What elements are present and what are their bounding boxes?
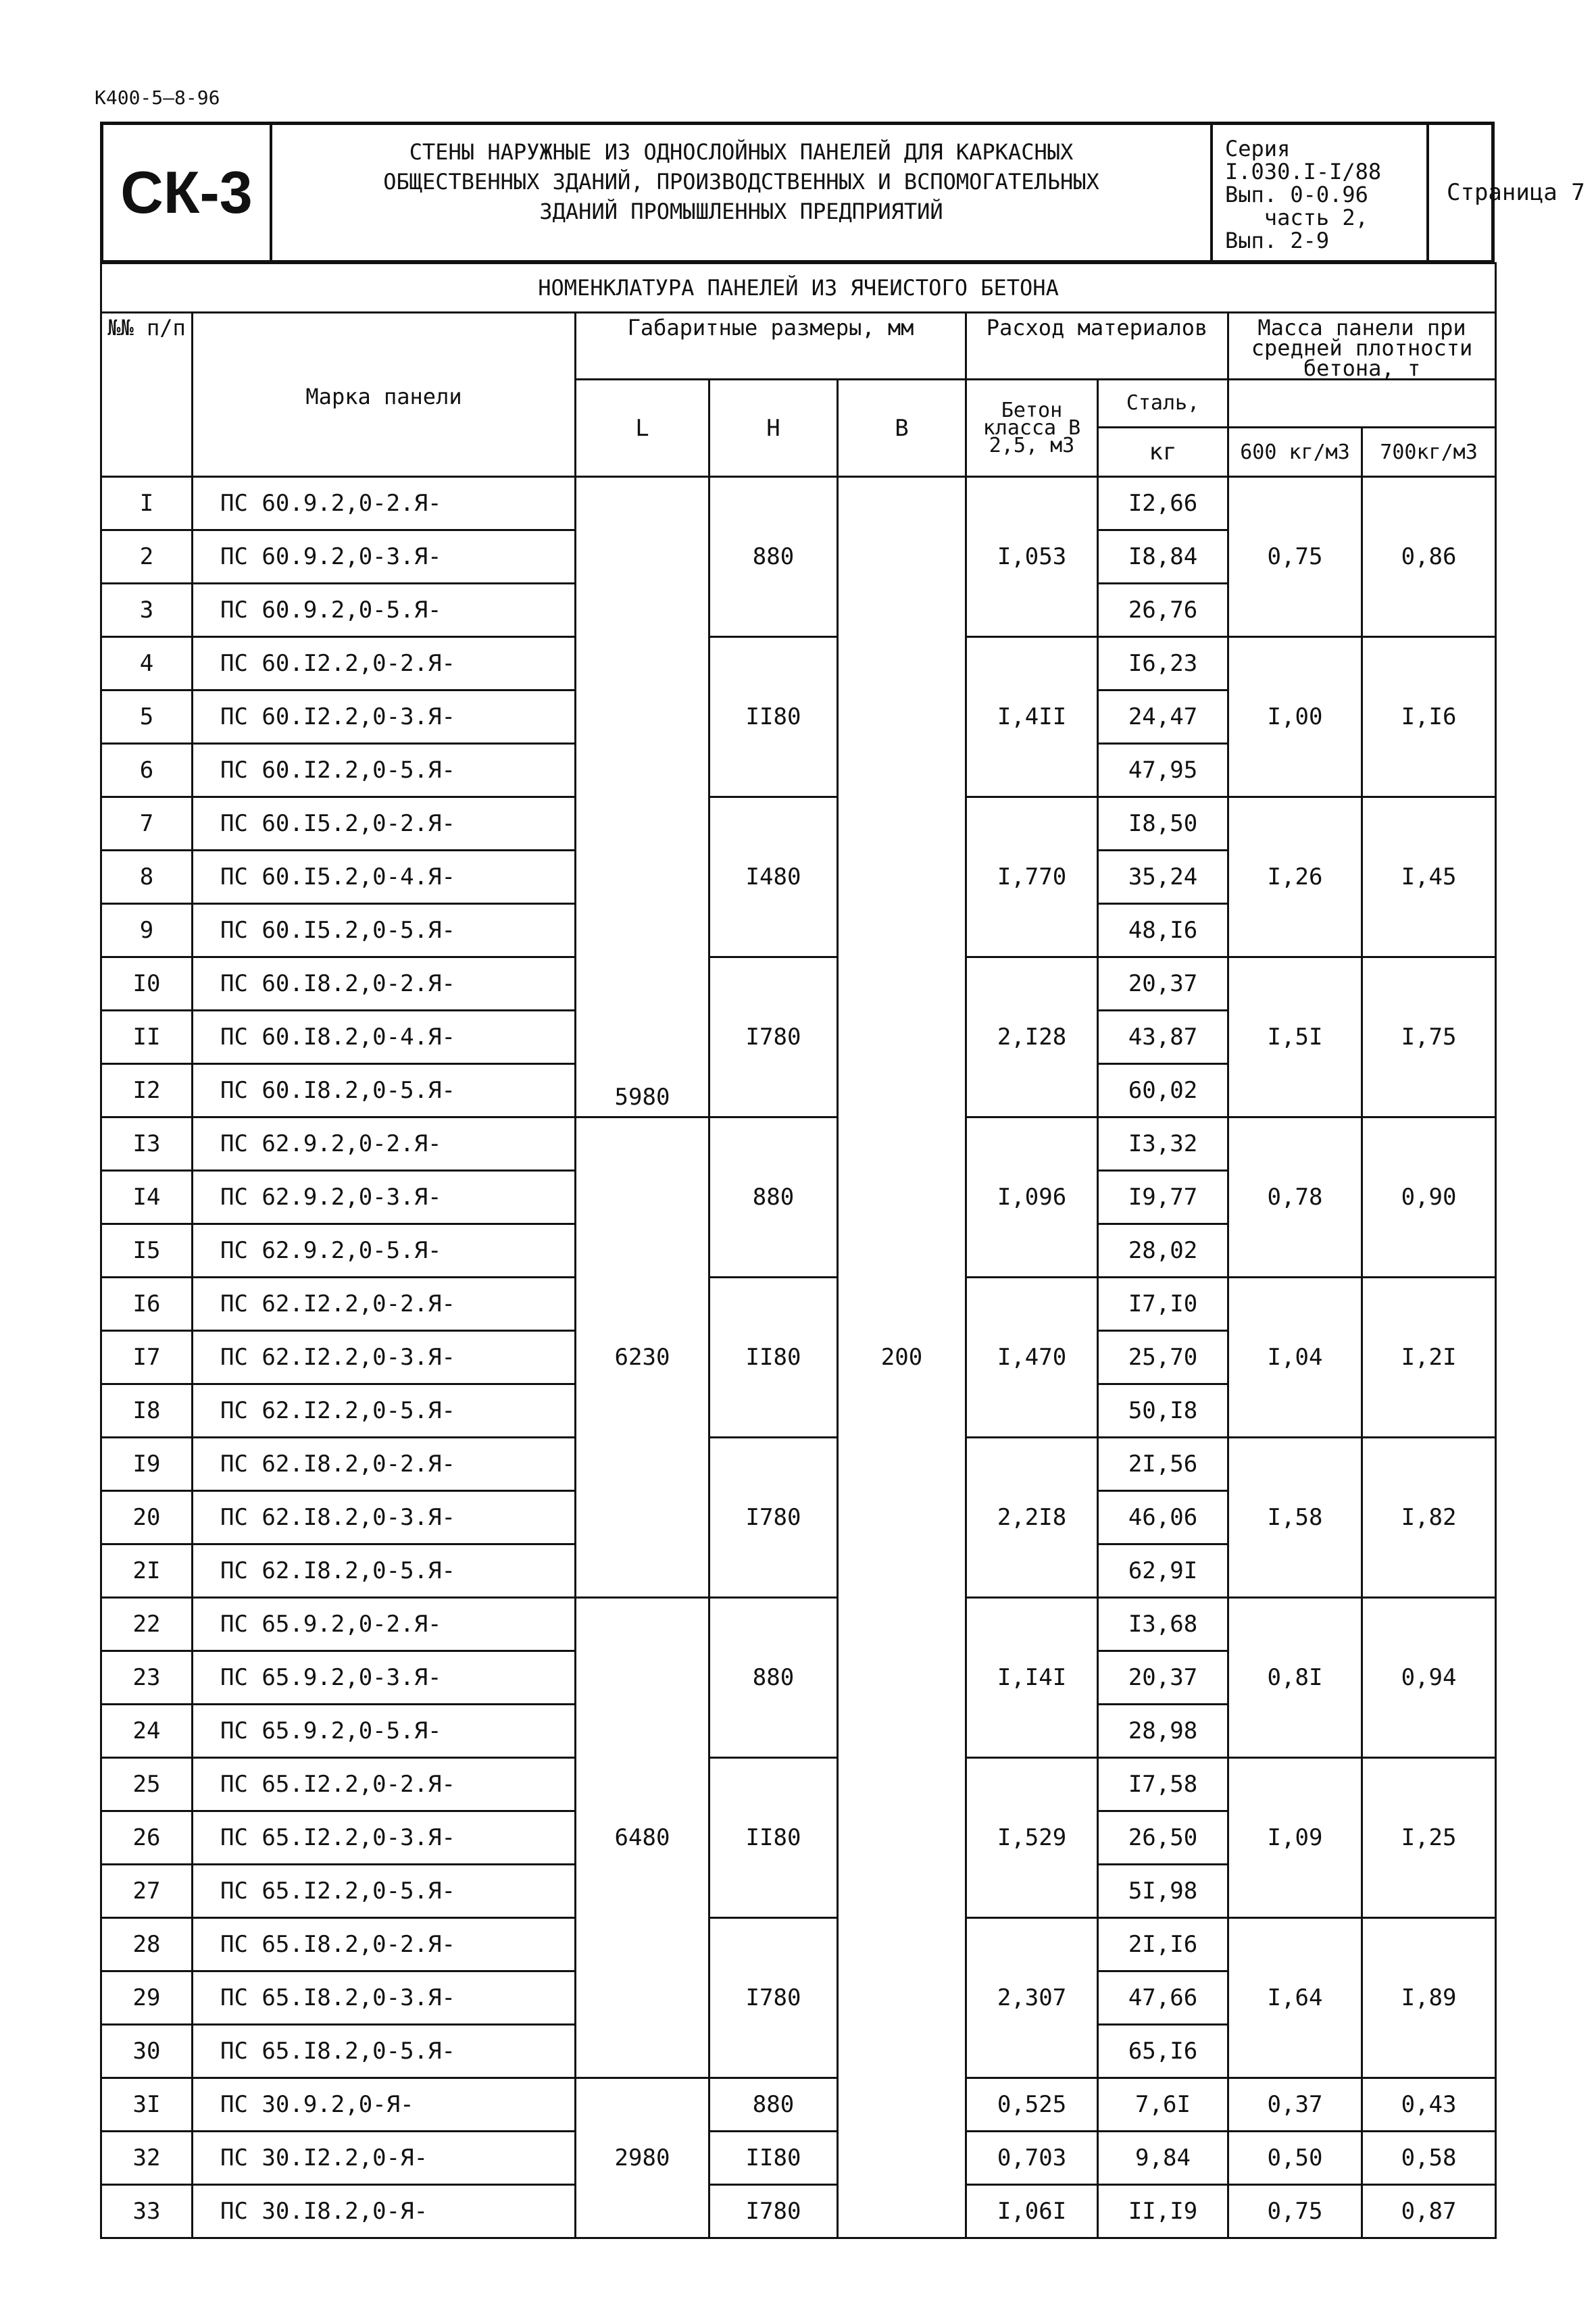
steel-cell: I8,84 <box>1098 530 1228 584</box>
row-number: I9 <box>101 1438 193 1491</box>
row-number: I5 <box>101 1224 193 1278</box>
concrete-cell: 0,525 <box>966 2078 1098 2132</box>
row-number: 6 <box>101 744 193 797</box>
mass-700-cell: I,25 <box>1362 1758 1496 1918</box>
steel-cell: I9,77 <box>1098 1171 1228 1224</box>
row-number: 2 <box>101 530 193 584</box>
row-number: 25 <box>101 1758 193 1811</box>
row-number: 8 <box>101 851 193 904</box>
panel-mark: ПС 60.I8.2,0-4.Я- <box>193 1011 576 1064</box>
row-number: 22 <box>101 1598 193 1651</box>
panel-mark: ПС 60.I5.2,0-4.Я- <box>193 851 576 904</box>
header-mass-spacer <box>1228 380 1496 428</box>
mass-700-cell: I,75 <box>1362 957 1496 1117</box>
row-number: I2 <box>101 1064 193 1117</box>
series-line: I.030.I-I/88 <box>1225 159 1382 184</box>
header-steel-unit: кг <box>1098 428 1228 477</box>
steel-cell: 46,06 <box>1098 1491 1228 1544</box>
row-number: 7 <box>101 797 193 851</box>
steel-cell: I8,50 <box>1098 797 1228 851</box>
height-cell: II80 <box>709 637 838 797</box>
header-steel: Сталь, <box>1098 380 1228 428</box>
height-cell: I780 <box>709 957 838 1117</box>
height-cell: 880 <box>709 1117 838 1278</box>
steel-cell: 24,47 <box>1098 690 1228 744</box>
height-cell: I780 <box>709 1438 838 1598</box>
steel-cell: 5I,98 <box>1098 1865 1228 1918</box>
mass-700-cell: I,82 <box>1362 1438 1496 1598</box>
concrete-cell: I,470 <box>966 1278 1098 1438</box>
concrete-cell: I,770 <box>966 797 1098 957</box>
concrete-cell: 2,I28 <box>966 957 1098 1117</box>
mass-700-cell: I,2I <box>1362 1278 1496 1438</box>
height-cell: 880 <box>709 2078 838 2132</box>
height-cell: II80 <box>709 1758 838 1918</box>
panel-mark: ПС 60.I8.2,0-2.Я- <box>193 957 576 1011</box>
steel-cell: 47,66 <box>1098 1971 1228 2025</box>
length-cell: 5980 <box>576 477 709 1117</box>
panel-mark: ПС 62.I8.2,0-2.Я- <box>193 1438 576 1491</box>
steel-cell: 20,37 <box>1098 957 1228 1011</box>
height-cell: II80 <box>709 2132 838 2185</box>
row-number: 30 <box>101 2025 193 2078</box>
panel-mark: ПС 60.I8.2,0-5.Я- <box>193 1064 576 1117</box>
mass-600-cell: 0,75 <box>1228 2185 1362 2238</box>
steel-cell: 26,76 <box>1098 584 1228 637</box>
panel-mark: ПС 62.I8.2,0-3.Я- <box>193 1491 576 1544</box>
document-title <box>272 125 1213 260</box>
header-density-700: 700кг/м3 <box>1362 428 1496 477</box>
concrete-cell: I,529 <box>966 1758 1098 1918</box>
mass-600-cell: 0,78 <box>1228 1117 1362 1278</box>
steel-cell: 28,98 <box>1098 1705 1228 1758</box>
concrete-cell: I,096 <box>966 1117 1098 1278</box>
series-line: Вып. 2-9 <box>1225 228 1330 253</box>
table-row <box>101 1117 1496 1171</box>
steel-cell: 2I,I6 <box>1098 1918 1228 1971</box>
row-number: I7 <box>101 1331 193 1384</box>
table-row <box>101 1278 1496 1331</box>
panel-mark: ПС 62.I2.2,0-5.Я- <box>193 1384 576 1438</box>
panel-mark: ПС 60.I2.2,0-2.Я- <box>193 637 576 690</box>
series-line: Серия <box>1225 136 1291 161</box>
header-mark: Марка панели <box>193 313 576 477</box>
steel-cell: 20,37 <box>1098 1651 1228 1705</box>
mass-600-cell: I,09 <box>1228 1758 1362 1918</box>
steel-cell: 50,I8 <box>1098 1384 1228 1438</box>
panel-mark: ПС 65.I2.2,0-5.Я- <box>193 1865 576 1918</box>
row-number: I0 <box>101 957 193 1011</box>
row-number: 26 <box>101 1811 193 1865</box>
mass-700-cell: 0,43 <box>1362 2078 1496 2132</box>
steel-cell: I3,68 <box>1098 1598 1228 1651</box>
header-density-600: 600 кг/м3 <box>1228 428 1362 477</box>
mass-600-cell: I,04 <box>1228 1278 1362 1438</box>
row-number: I8 <box>101 1384 193 1438</box>
concrete-cell: I,06I <box>966 2185 1098 2238</box>
steel-cell: 26,50 <box>1098 1811 1228 1865</box>
table-row <box>101 797 1496 851</box>
height-cell: II80 <box>709 1278 838 1438</box>
header-number: №№ п/п <box>101 313 193 477</box>
panel-mark: ПС 30.I2.2,0-Я- <box>193 2132 576 2185</box>
table-caption: НОМЕНКЛАТУРА ПАНЕЛЕЙ ИЗ ЯЧЕИСТОГО БЕТОНА <box>101 263 1496 313</box>
mass-600-cell: I,64 <box>1228 1918 1362 2078</box>
row-number: 20 <box>101 1491 193 1544</box>
steel-cell: 65,I6 <box>1098 2025 1228 2078</box>
table-row <box>101 2185 1496 2238</box>
steel-cell: 28,02 <box>1098 1224 1228 1278</box>
mass-600-cell: 0,75 <box>1228 477 1362 637</box>
series-logo: СК-3 <box>103 125 272 260</box>
panel-mark: ПС 65.I8.2,0-3.Я- <box>193 1971 576 2025</box>
steel-cell: 9,84 <box>1098 2132 1228 2185</box>
mass-700-cell: I,I6 <box>1362 637 1496 797</box>
concrete-cell: I,I4I <box>966 1598 1098 1758</box>
panel-mark: ПС 65.I2.2,0-3.Я- <box>193 1811 576 1865</box>
length-cell: 6480 <box>576 1598 709 2078</box>
row-number: 3I <box>101 2078 193 2132</box>
steel-cell: II,I9 <box>1098 2185 1228 2238</box>
concrete-cell: 2,307 <box>966 1918 1098 2078</box>
steel-cell: I2,66 <box>1098 477 1228 530</box>
mass-700-cell: I,45 <box>1362 797 1496 957</box>
steel-cell: 25,70 <box>1098 1331 1228 1384</box>
concrete-cell: I,053 <box>966 477 1098 637</box>
row-number: 24 <box>101 1705 193 1758</box>
panel-mark: ПС 30.9.2,0-Я- <box>193 2078 576 2132</box>
steel-cell: I6,23 <box>1098 637 1228 690</box>
table-row <box>101 957 1496 1011</box>
header-materials: Расход материалов <box>966 313 1228 380</box>
height-cell: I780 <box>709 2185 838 2238</box>
header-concrete: Бетон класса В 2,5, м3 <box>966 380 1098 477</box>
panel-mark: ПС 62.9.2,0-5.Я- <box>193 1224 576 1278</box>
row-number: I3 <box>101 1117 193 1171</box>
concrete-cell: 2,2I8 <box>966 1438 1098 1598</box>
table-row <box>101 1918 1496 1971</box>
row-number: 4 <box>101 637 193 690</box>
concrete-cell: I,4II <box>966 637 1098 797</box>
mass-700-cell: 0,87 <box>1362 2185 1496 2238</box>
steel-cell: I7,I0 <box>1098 1278 1228 1331</box>
header-mass: Масса панели при средней плотности бетона, т <box>1228 313 1496 380</box>
title-line: ОБЩЕСТВЕННЫХ ЗДАНИЙ, ПРОИЗВОДСТВЕННЫХ И ВСПОМОГАТЕЛЬНЫХ <box>383 169 1099 195</box>
mass-700-cell: I,89 <box>1362 1918 1496 2078</box>
panel-mark: ПС 60.I2.2,0-5.Я- <box>193 744 576 797</box>
panel-mark: ПС 60.9.2,0-5.Я- <box>193 584 576 637</box>
panel-nomenclature-table <box>100 262 1497 2239</box>
steel-cell: 43,87 <box>1098 1011 1228 1064</box>
steel-cell: I7,58 <box>1098 1758 1228 1811</box>
steel-cell: 35,24 <box>1098 851 1228 904</box>
mass-600-cell: I,58 <box>1228 1438 1362 1598</box>
table-row <box>101 1598 1496 1651</box>
steel-cell: 2I,56 <box>1098 1438 1228 1491</box>
series-line: часть 2, <box>1225 205 1368 230</box>
width-cell: 200 <box>838 477 966 2238</box>
panel-mark: ПС 65.I8.2,0-5.Я- <box>193 2025 576 2078</box>
steel-cell: 62,9I <box>1098 1544 1228 1598</box>
mass-600-cell: I,26 <box>1228 797 1362 957</box>
steel-cell: I3,32 <box>1098 1117 1228 1171</box>
panel-mark: ПС 60.I5.2,0-2.Я- <box>193 797 576 851</box>
panel-mark: ПС 65.9.2,0-2.Я- <box>193 1598 576 1651</box>
table-row <box>101 2078 1496 2132</box>
row-number: 32 <box>101 2132 193 2185</box>
height-cell: 880 <box>709 1598 838 1758</box>
table-row <box>101 477 1496 530</box>
table-row <box>101 637 1496 690</box>
row-number: 33 <box>101 2185 193 2238</box>
series-info <box>1213 125 1429 260</box>
panel-mark: ПС 30.I8.2,0-Я- <box>193 2185 576 2238</box>
title-line: СТЕНЫ НАРУЖНЫЕ ИЗ ОДНОСЛОЙНЫХ ПАНЕЛЕЙ ДЛЯ КАРКАСНЫХ <box>409 139 1074 165</box>
steel-cell: 48,I6 <box>1098 904 1228 957</box>
row-number: 29 <box>101 1971 193 2025</box>
panel-mark: ПС 62.9.2,0-3.Я- <box>193 1171 576 1224</box>
panel-mark: ПС 60.I2.2,0-3.Я- <box>193 690 576 744</box>
title-block <box>100 122 1585 263</box>
panel-mark: ПС 62.I8.2,0-5.Я- <box>193 1544 576 1598</box>
row-number: 3 <box>101 584 193 637</box>
panel-mark: ПС 65.9.2,0-3.Я- <box>193 1651 576 1705</box>
table-row <box>101 2132 1496 2185</box>
panel-mark: ПС 65.I2.2,0-2.Я- <box>193 1758 576 1811</box>
header-length: L <box>576 380 709 477</box>
row-number: 9 <box>101 904 193 957</box>
mass-600-cell: 0,50 <box>1228 2132 1362 2185</box>
panel-mark: ПС 65.9.2,0-5.Я- <box>193 1705 576 1758</box>
mass-600-cell: 0,8I <box>1228 1598 1362 1758</box>
height-cell: I780 <box>709 1918 838 2078</box>
row-number: 28 <box>101 1918 193 1971</box>
mass-600-cell: 0,37 <box>1228 2078 1362 2132</box>
table-row <box>101 1758 1496 1811</box>
length-cell: 2980 <box>576 2078 709 2238</box>
mass-700-cell: 0,86 <box>1362 477 1496 637</box>
header-dimensions: Габаритные размеры, мм <box>576 313 966 380</box>
steel-cell: 47,95 <box>1098 744 1228 797</box>
steel-cell: 7,6I <box>1098 2078 1228 2132</box>
row-number: 2I <box>101 1544 193 1598</box>
row-number: 27 <box>101 1865 193 1918</box>
steel-cell: 60,02 <box>1098 1064 1228 1117</box>
panel-mark: ПС 60.I5.2,0-5.Я- <box>193 904 576 957</box>
mass-600-cell: I,5I <box>1228 957 1362 1117</box>
page-number: Страница 7 <box>1447 179 1585 206</box>
panel-mark: ПС 62.I2.2,0-2.Я- <box>193 1278 576 1331</box>
height-cell: I480 <box>709 797 838 957</box>
table-body <box>101 477 1496 2238</box>
row-number: 23 <box>101 1651 193 1705</box>
concrete-cell: 0,703 <box>966 2132 1098 2185</box>
header-height: Н <box>709 380 838 477</box>
panel-mark: ПС 65.I8.2,0-2.Я- <box>193 1918 576 1971</box>
panel-mark: ПС 60.9.2,0-3.Я- <box>193 530 576 584</box>
row-number: II <box>101 1011 193 1064</box>
series-line: Вып. 0-0.96 <box>1225 182 1368 207</box>
mass-700-cell: 0,90 <box>1362 1117 1496 1278</box>
length-cell: 6230 <box>576 1117 709 1598</box>
mass-600-cell: I,00 <box>1228 637 1362 797</box>
panel-mark: ПС 62.9.2,0-2.Я- <box>193 1117 576 1171</box>
document-code: К400-5—8-96 <box>95 86 220 109</box>
header-width: В <box>838 380 966 477</box>
height-cell: 880 <box>709 477 838 637</box>
panel-mark: ПС 62.I2.2,0-3.Я- <box>193 1331 576 1384</box>
title-line: ЗДАНИЙ ПРОМЫШЛЕННЫХ ПРЕДПРИЯТИЙ <box>539 199 943 224</box>
row-number: I <box>101 477 193 530</box>
row-number: I6 <box>101 1278 193 1331</box>
table-row <box>101 1438 1496 1491</box>
mass-700-cell: 0,94 <box>1362 1598 1496 1758</box>
panel-mark: ПС 60.9.2,0-2.Я- <box>193 477 576 530</box>
row-number: 5 <box>101 690 193 744</box>
row-number: I4 <box>101 1171 193 1224</box>
mass-700-cell: 0,58 <box>1362 2132 1496 2185</box>
